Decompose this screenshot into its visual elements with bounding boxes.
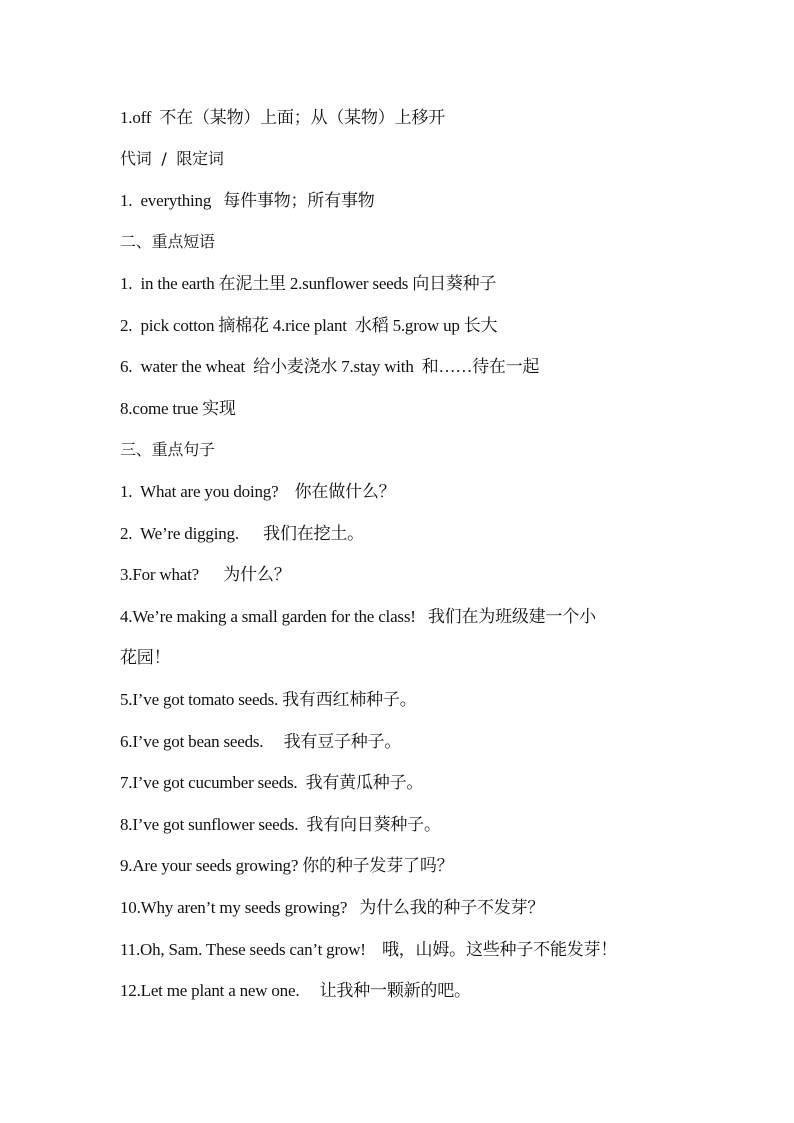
sentence-line: 2. We’re digging. 我们在挖土。 <box>120 524 364 543</box>
sentence-line: 11.Oh, Sam. These seeds can’t grow! 哦，山姆。这些种子不能发芽！ <box>120 940 618 959</box>
sentence-line: 5.I’ve got tomato seeds. 我有西红柿种子。 <box>120 690 417 709</box>
sentence-line: 7.I’ve got cucumber seeds. 我有黄瓜种子。 <box>120 773 424 792</box>
sentence-line: 6.I’ve got bean seeds. 我有豆子种子。 <box>120 732 402 751</box>
section-heading-phrases: 二、重点短语 <box>120 232 215 251</box>
sentence-line: 9.Are your seeds growing? 你的种子发芽了吗？ <box>120 856 454 875</box>
sentence-line: 4.We’re making a small garden for the class! 我们在为班级建一个小 <box>120 607 596 626</box>
sentence-line: 3.For what? 为什么？ <box>120 565 291 584</box>
phrase-line: 8.come true 实现 <box>120 399 236 418</box>
sentence-line: 12.Let me plant a new one. 让我种一颗新的吧。 <box>120 981 471 1000</box>
vocab-line-off: 1.off 不在（某物）上面；从（某物）上移开 <box>120 108 445 127</box>
sentence-line: 10.Why aren’t my seeds growing? 为什么我的种子不发芽？ <box>120 898 545 917</box>
vocab-line-everything: 1. everything 每件事物；所有事物 <box>120 191 375 210</box>
phrase-line: 1. in the earth 在泥土里 2.sunflower seeds 向日葵种子 <box>120 274 497 293</box>
section-subheading-pronoun: 代词 / 限定词 <box>120 149 224 168</box>
sentence-line-continuation: 花园！ <box>120 648 171 667</box>
sentence-line: 8.I’ve got sunflower seeds. 我有向日葵种子。 <box>120 815 441 834</box>
sentence-line: 1. What are you doing? 你在做什么？ <box>120 482 396 501</box>
phrase-line: 6. water the wheat 给小麦浇水 7.stay with 和……待在一起 <box>120 357 540 376</box>
section-heading-sentences: 三、重点句子 <box>120 440 215 459</box>
phrase-line: 2. pick cotton 摘棉花 4.rice plant 水稻 5.grow up 长大 <box>120 316 498 335</box>
